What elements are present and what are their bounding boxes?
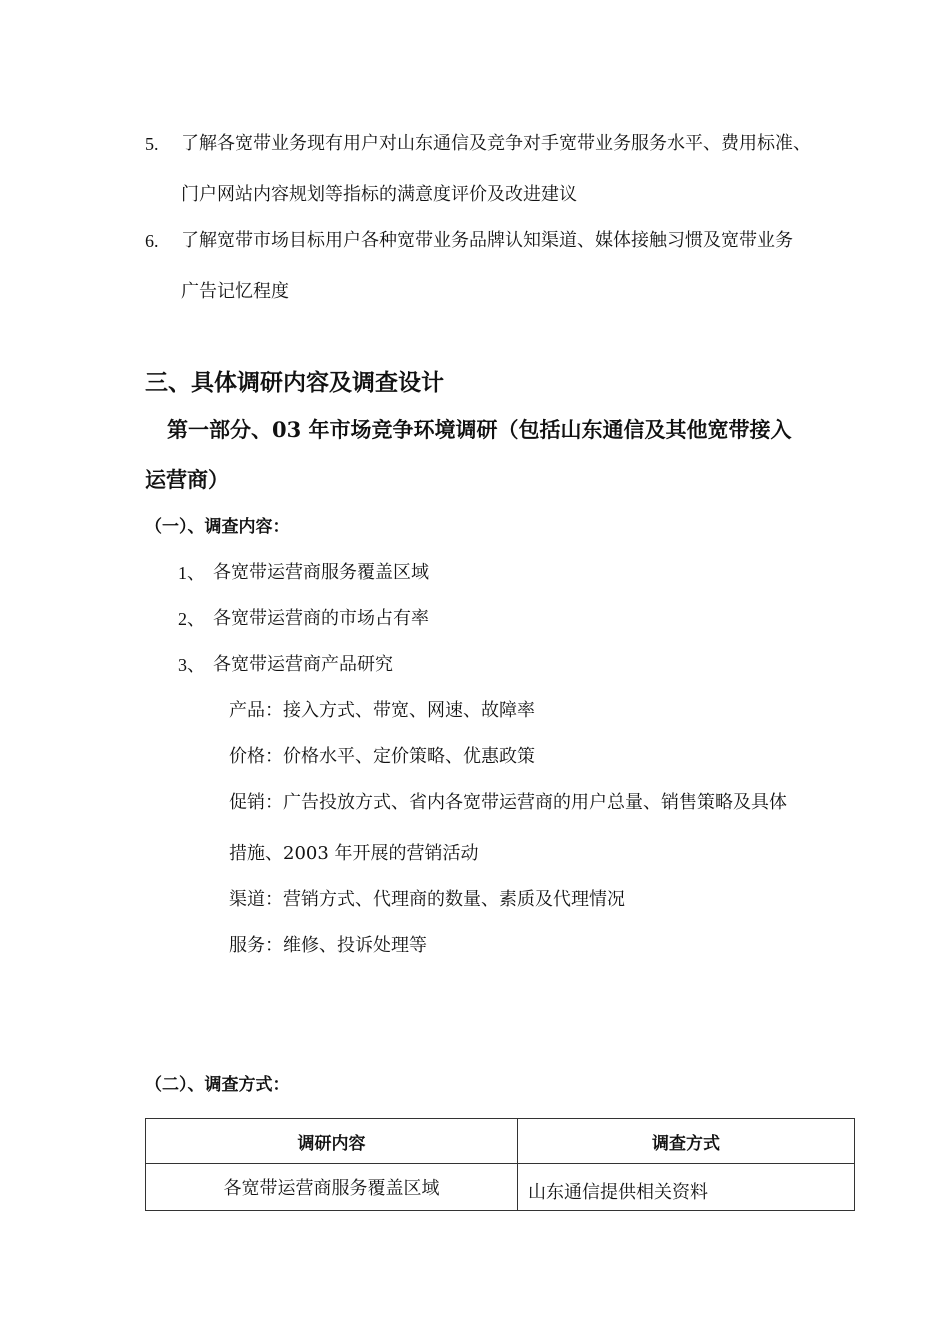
list-item: 各宽带运营商的市场占有率 <box>213 608 429 629</box>
table-header-cell: 调研内容 <box>146 1119 518 1164</box>
objective-5-line-2: 门户网站内容规划等指标的满意度评价及改进建议 <box>181 184 577 205</box>
objective-number-6: 6. <box>145 231 159 251</box>
subsection-title-content: （一）、调查内容： <box>145 517 290 537</box>
survey-method-table <box>145 1118 855 1211</box>
item-number: 1、 <box>178 563 205 583</box>
part-heading-line-2: 运营商） <box>145 467 229 492</box>
item-number: 3、 <box>178 655 205 675</box>
table-row <box>146 1164 855 1211</box>
table-header-cell: 调查方式 <box>518 1119 855 1164</box>
table-cell: 山东通信提供相关资料 <box>518 1164 855 1211</box>
list-item: 各宽带运营商服务覆盖区域 <box>213 562 429 583</box>
objective-6-line-2: 广告记忆程度 <box>181 281 289 302</box>
table-header-row <box>146 1119 855 1164</box>
part-heading-line-1: 第一部分、03 年市场竞争环境调研（包括山东通信及其他宽带接入 <box>167 417 792 442</box>
bullet-item-promotion-line-2: 措施、2003 年开展的营销活动 <box>229 843 479 864</box>
bullet-item-price: 价格：价格水平、定价策略、优惠政策 <box>229 746 535 767</box>
subsection-title-method: （二）、调查方式： <box>145 1075 290 1095</box>
bullet-item-channel: 渠道：营销方式、代理商的数量、素质及代理情况 <box>229 889 625 910</box>
bullet-item-service: 服务：维修、投诉处理等 <box>229 935 427 956</box>
objective-5-line-1: 了解各宽带业务现有用户对山东通信及竞争对手宽带业务服务水平、费用标准、 <box>181 133 811 154</box>
bullet-item-promotion: 促销：广告投放方式、省内各宽带运营商的用户总量、销售策略及具体 <box>229 792 787 813</box>
bullet-item-product: 产品：接入方式、带宽、网速、故障率 <box>229 700 535 721</box>
item-number: 2、 <box>178 609 205 629</box>
objective-6-line-1: 了解宽带市场目标用户各种宽带业务品牌认知渠道、媒体接触习惯及宽带业务 <box>181 230 793 251</box>
table-cell: 各宽带运营商服务覆盖区域 <box>146 1164 518 1211</box>
list-item: 各宽带运营商产品研究 <box>213 654 393 675</box>
objective-number-5: 5. <box>145 134 159 154</box>
section-heading: 三、具体调研内容及调查设计 <box>145 369 444 396</box>
